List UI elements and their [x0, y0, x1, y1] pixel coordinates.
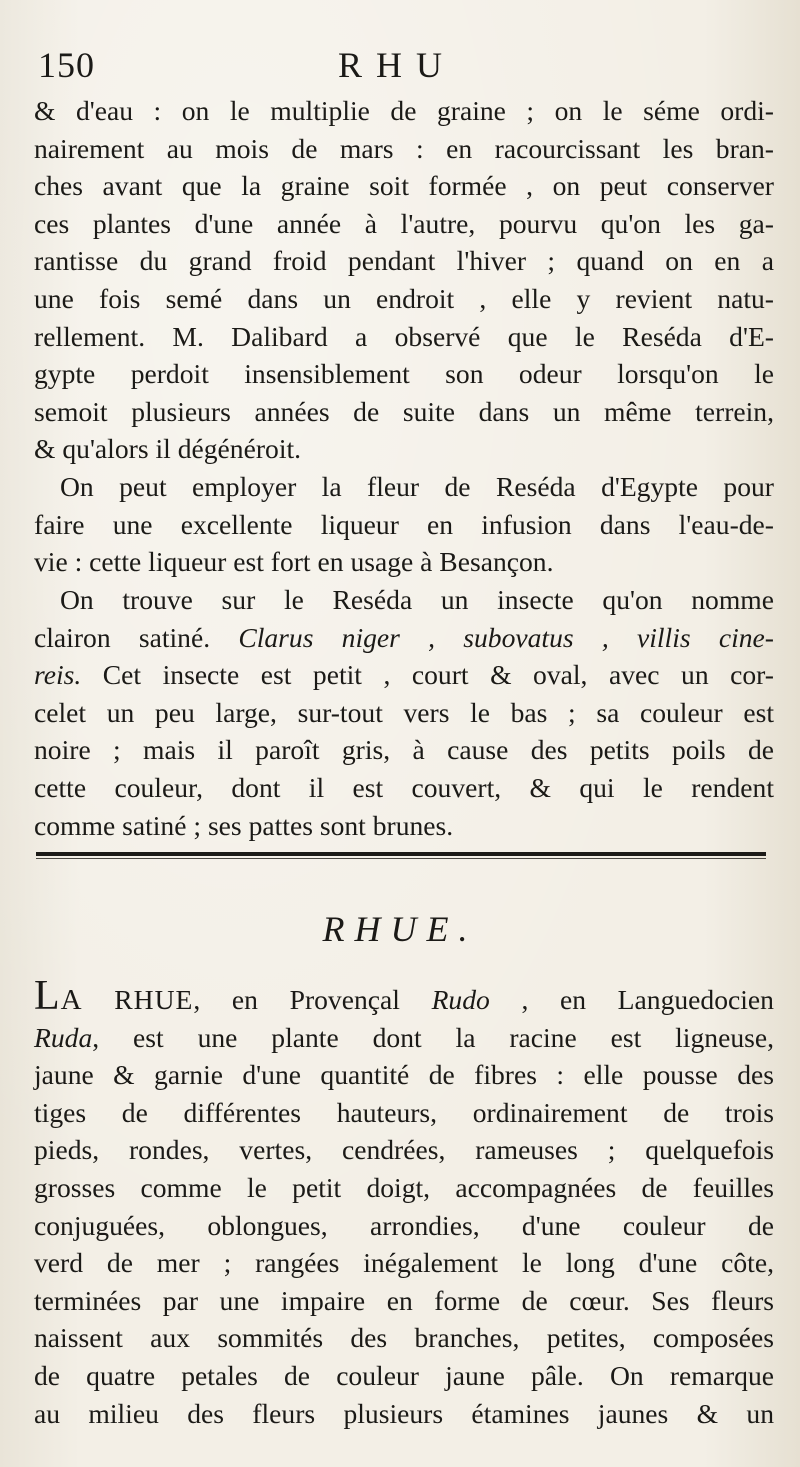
- text-span: , est une plante dont la racine est ligneuse,: [92, 1021, 774, 1053]
- text-line: vie : cette liqueur est fort en usage à Besançon.: [34, 546, 554, 578]
- provencal-name: Rudo: [431, 984, 490, 1015]
- latin-name: Clarus niger , subovatus , villis cine-: [238, 621, 774, 653]
- paragraph-4: [34, 973, 774, 1432]
- text-line: [34, 656, 774, 694]
- text-line: verd de mer ; rangées inégalement le long d'une côte,: [34, 1247, 774, 1279]
- text-line: gypte perdoit insensiblement son odeur lorsqu'on le: [34, 358, 774, 390]
- text-line: noire ; mais il paroît gris, à cause des petits poils de: [34, 734, 774, 766]
- text-line: au milieu des fleurs plusieurs étamines jaunes & un: [34, 1397, 774, 1429]
- text-line: de quatre petales de couleur jaune pâle. On remarque: [34, 1359, 774, 1391]
- text-line: tiges de différentes hauteurs, ordinairement de trois: [34, 1096, 774, 1128]
- text-line: conjuguées, oblongues, arrondies, d'une couleur de: [34, 1209, 774, 1241]
- text-line: pieds, rondes, vertes, cendrées, rameuses ; quelquefois: [34, 1134, 774, 1166]
- text-line: ches avant que la graine soit formée , on peut conserver: [34, 170, 774, 202]
- languedocien-name: Ruda: [34, 1021, 93, 1053]
- page-number: 150: [38, 45, 95, 85]
- text-line: On trouve sur le Reséda un insecte qu'on nomme: [60, 584, 774, 615]
- common-name: clairon satiné.: [34, 621, 211, 653]
- section-title: RHUE.: [322, 909, 478, 949]
- text-line: faire une excellente liqueur en infusion dans l'eau-de-: [34, 508, 774, 540]
- text-line: nairement au mois de mars : en racourcissant les bran-: [34, 132, 774, 164]
- text-line: une fois semé dans un endroit , elle y revient natu-: [34, 282, 774, 314]
- text-line: [34, 973, 774, 1019]
- text-line: semoit plusieurs années de suite dans un même terrein,: [34, 395, 774, 427]
- text-line: [34, 1019, 774, 1057]
- section-divider-thin: [36, 858, 766, 859]
- text-line: grosses comme le petit doigt, accompagnées de feuilles: [34, 1171, 774, 1203]
- entry-headword: RHUE: [114, 984, 194, 1015]
- paragraph-1: [34, 92, 774, 468]
- text-line: [34, 619, 774, 657]
- text-span: , en Provençal: [193, 984, 400, 1015]
- text-line: comme satiné ; ses pattes sont brunes.: [34, 809, 454, 841]
- text-span: , en Languedocien: [521, 984, 774, 1015]
- text-line: celet un peu large, sur-tout vers le bas ; sa couleur est: [34, 696, 774, 728]
- text-line: ces plantes d'une année à l'autre, pourvu qu'on les ga-: [34, 207, 774, 239]
- text-line: & d'eau : on le multiplie de graine ; on le séme ordi-: [34, 95, 774, 126]
- text-line: rantisse du grand froid pendant l'hiver ; quand on en a: [34, 245, 774, 277]
- running-head: RHU: [338, 45, 457, 85]
- paragraph-2: [34, 468, 774, 581]
- latin-name-end: reis.: [34, 659, 82, 691]
- text-line: terminées par une impaire en forme de cœur. Ses fleurs: [34, 1284, 774, 1316]
- paragraph-3: [34, 581, 774, 844]
- section-divider: [36, 852, 766, 856]
- text-line: On peut employer la fleur de Reséda d'Egypte pour: [60, 471, 774, 502]
- page-header: [38, 44, 768, 90]
- text-line: & qu'alors il dégénéroit.: [34, 433, 302, 465]
- text-line: rellement. M. Dalibard a observé que le Reséda d'E-: [34, 320, 774, 352]
- text-line: naissent aux sommités des branches, petites, composées: [34, 1322, 774, 1354]
- text-line: jaune & garnie d'une quantité de fibres : elle pousse des: [34, 1059, 774, 1091]
- text-span: Cet insecte est petit , court & oval, avec un cor-: [102, 659, 774, 691]
- text-line: cette couleur, dont il est couvert, & qui le rendent: [34, 771, 774, 803]
- drop-cap: La: [34, 973, 83, 1019]
